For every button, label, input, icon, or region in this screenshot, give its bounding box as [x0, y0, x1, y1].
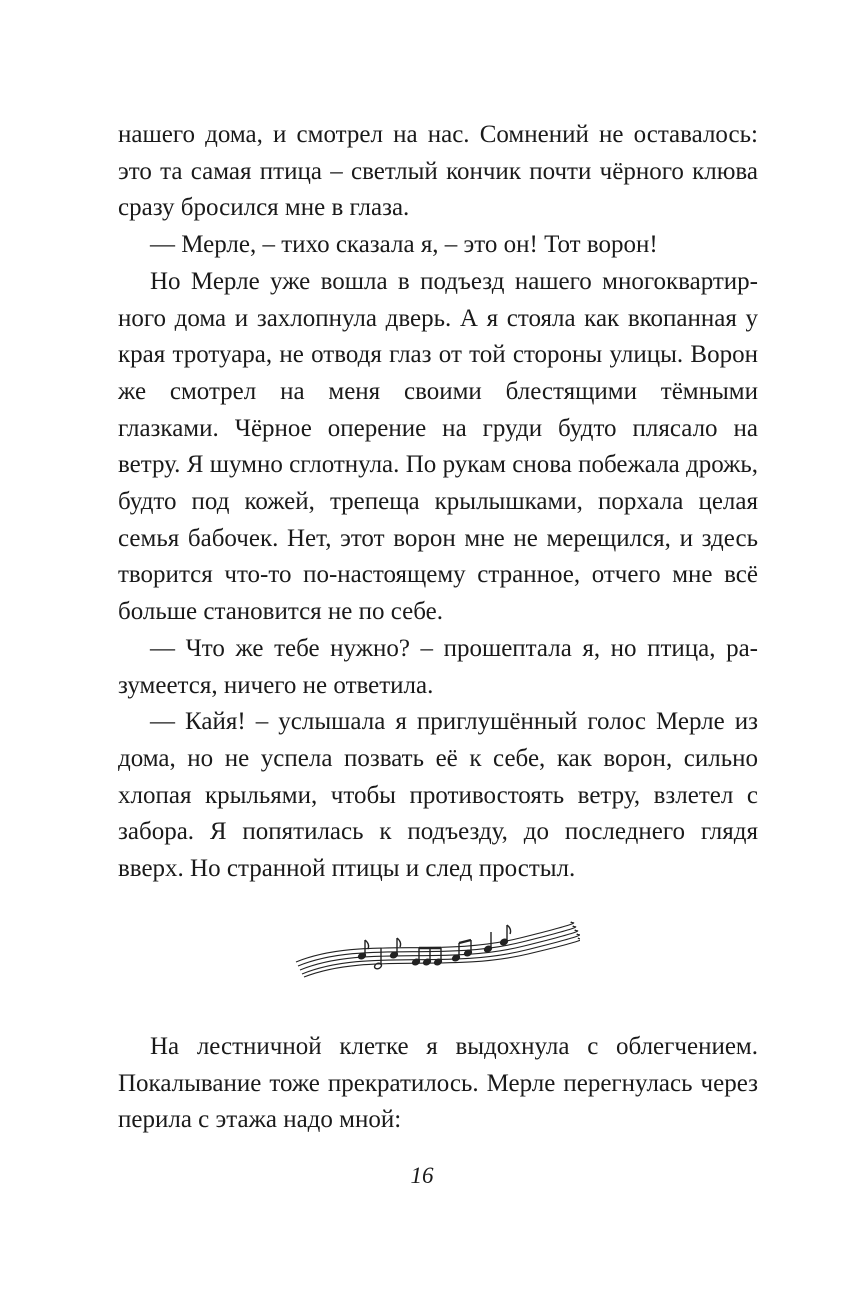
paragraph: — Кайя! – услышала я приглушённый голос Мерле из дома, но не успела позвать её к себе, как ворон, сильно хлопая крыльями, чтобы противостоять ветру, взлетел с забора. Я попятилась к подъезду, до последнего глядя вверх. Но странной птицы и след простыл. [118, 708, 758, 883]
paragraph: На лестничной клетке я выдохнула с облегчением. Покалывание тоже прекратилось. Мерле перегнулась через перила с этажа надо мной: [118, 1033, 758, 1134]
paragraph: нашего дома, и смотрел на нас. Сомнений не оставалось: это та самая птица – светлый кончик почти чёрного клюва сразу бросился мне в глаза. [118, 121, 758, 222]
paragraph: Но Мерле уже вошла в подъезд нашего многоквартирного дома и захлопнула дверь. А я стояла как вкопанная у края тротуара, не отводя глаз от той стороны улицы. Ворон же смотрел на меня своими блестящими тёмными глазками. Чёрное оперение на груди будто плясало на ветру. Я шумно сглотнула. По рукам снова побежала дрожь, будто под кожей, трепеща крылышками, порхала целая семья бабочек. Нет, этот ворон мне не мерещился, и здесь творится что-то по-настоящему странное, отчего мне всё больше становится не по себе. [118, 267, 758, 626]
music-staff-notes-icon [290, 918, 580, 978]
section-divider [290, 918, 580, 978]
text-block-1 [118, 117, 758, 888]
page-number: 16 [410, 1163, 434, 1188]
text-block-2 [118, 1029, 758, 1139]
paragraph: — Что же тебе нужно? – прошептала я, но птица, разумеется, ничего не ответила. [118, 634, 758, 699]
paragraph: — Мерле, – тихо сказала я, – это он! Тот ворон! [150, 231, 658, 259]
